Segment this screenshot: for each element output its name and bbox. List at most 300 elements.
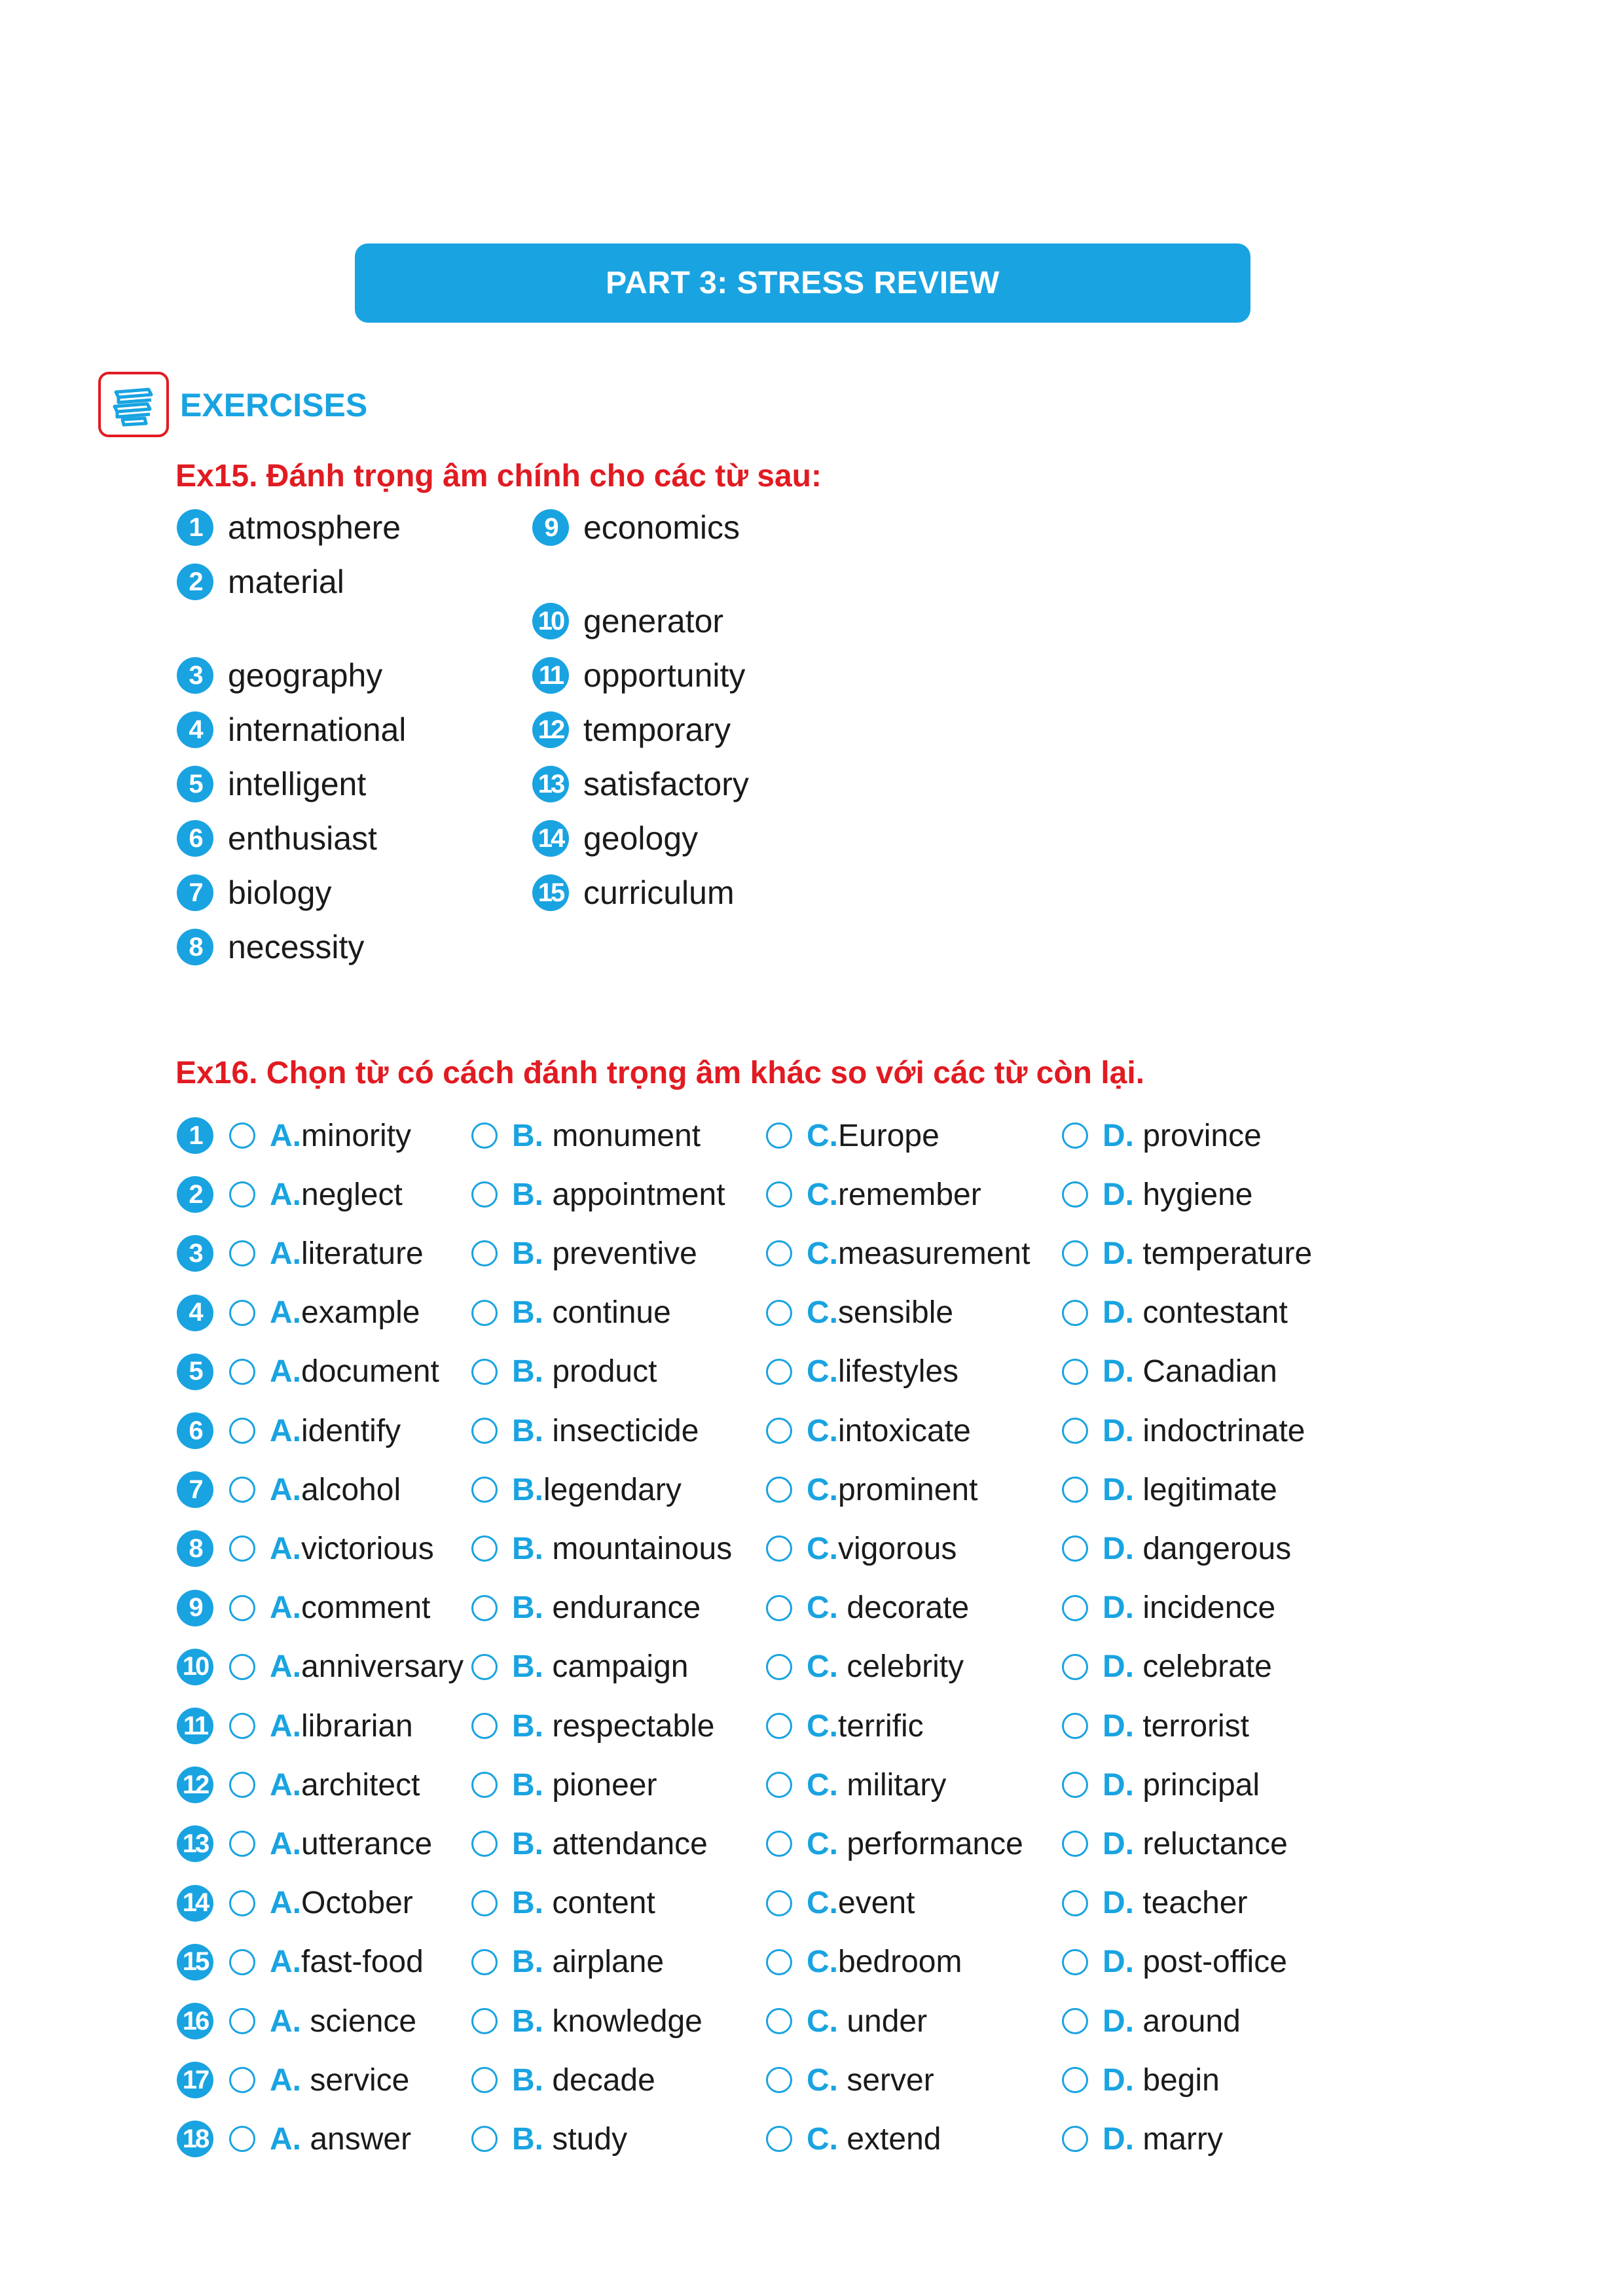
- answer-option[interactable]: [1062, 1529, 1291, 1568]
- answer-option[interactable]: [229, 2060, 409, 2100]
- option-letter: A.: [270, 1295, 301, 1331]
- option-text: comment: [301, 1590, 431, 1626]
- radio-circle-icon[interactable]: [229, 1595, 255, 1621]
- option-letter: A.: [270, 1945, 301, 1980]
- answer-option[interactable]: [471, 2119, 627, 2159]
- radio-circle-icon[interactable]: [229, 1831, 255, 1857]
- radio-circle-icon[interactable]: [1062, 2126, 1088, 2152]
- item-number: 8: [177, 929, 213, 965]
- book-stack-icon: [98, 372, 169, 437]
- question-row: [0, 1175, 1623, 1214]
- option-text: product: [543, 1354, 657, 1390]
- answer-option[interactable]: [229, 2001, 416, 2041]
- item-number: 4: [177, 711, 213, 748]
- radio-circle-icon[interactable]: [766, 2008, 792, 2034]
- option-letter: A.: [270, 2062, 301, 2098]
- answer-option[interactable]: [1062, 1116, 1262, 1155]
- radio-circle-icon[interactable]: [229, 1240, 255, 1266]
- question-number: 13: [177, 1825, 213, 1862]
- radio-circle-icon[interactable]: [229, 1949, 255, 1975]
- radio-circle-icon[interactable]: [471, 1418, 498, 1444]
- radio-circle-icon[interactable]: [766, 2126, 792, 2152]
- option-text: service: [301, 2062, 410, 2098]
- option-letter: A.: [270, 1413, 301, 1448]
- option-text: dangerous: [1134, 1531, 1292, 1566]
- option-text: indoctrinate: [1134, 1413, 1305, 1448]
- radio-circle-icon[interactable]: [471, 1359, 498, 1385]
- option-text: librarian: [301, 1708, 413, 1744]
- answer-option[interactable]: [766, 2060, 934, 2100]
- option-text: sensible: [838, 1295, 954, 1331]
- radio-circle-icon[interactable]: [471, 1713, 498, 1739]
- option-letter: C.: [807, 2062, 838, 2098]
- answer-option[interactable]: [766, 1529, 957, 1568]
- option-text: prominent: [838, 1472, 978, 1507]
- ex15-word: satisfactory: [583, 766, 749, 802]
- radio-circle-icon[interactable]: [471, 2126, 498, 2152]
- answer-option[interactable]: [1062, 1706, 1249, 1746]
- option-text: decorate: [838, 1590, 970, 1626]
- option-letter: A.: [270, 2003, 301, 2039]
- question-row: [0, 2119, 1623, 2159]
- question-number: 11: [177, 1708, 213, 1744]
- option-letter: D.: [1103, 1649, 1134, 1685]
- radio-circle-icon[interactable]: [766, 1477, 792, 1503]
- option-text: measurement: [838, 1236, 1030, 1271]
- radio-circle-icon[interactable]: [766, 2067, 792, 2093]
- answer-option[interactable]: [471, 1588, 701, 1628]
- radio-circle-icon[interactable]: [1062, 1181, 1088, 1208]
- option-letter: D.: [1103, 1472, 1134, 1507]
- option-text: celebrity: [838, 1649, 964, 1685]
- radio-circle-icon[interactable]: [1062, 1418, 1088, 1444]
- answer-option[interactable]: [1062, 2119, 1223, 2159]
- ex15-word: opportunity: [583, 657, 746, 694]
- radio-circle-icon[interactable]: [1062, 1535, 1088, 1562]
- answer-option[interactable]: [1062, 1765, 1260, 1804]
- answer-option[interactable]: [1062, 1470, 1277, 1509]
- question-row: [0, 1588, 1623, 1628]
- question-number: 6: [177, 1412, 213, 1449]
- option-text: extend: [838, 2121, 941, 2157]
- question-number: 1: [177, 1117, 213, 1154]
- option-text: begin: [1134, 2062, 1220, 2098]
- option-text: knowledge: [543, 2003, 702, 2039]
- option-text: Europe: [838, 1118, 939, 1153]
- ex15-word: necessity: [228, 929, 365, 965]
- radio-circle-icon[interactable]: [1062, 2008, 1088, 2034]
- radio-circle-icon[interactable]: [1062, 1831, 1088, 1857]
- answer-option[interactable]: [1062, 1352, 1277, 1391]
- answer-option[interactable]: [471, 1884, 655, 1923]
- answer-option[interactable]: [766, 1175, 981, 1214]
- option-letter: C.: [807, 1590, 838, 1626]
- answer-option[interactable]: [229, 1647, 464, 1687]
- answer-option[interactable]: [229, 1116, 411, 1155]
- option-letter: D.: [1103, 1118, 1134, 1153]
- option-letter: D.: [1103, 1531, 1134, 1566]
- option-text: terrific: [838, 1708, 924, 1744]
- option-letter: D.: [1103, 1945, 1134, 1980]
- item-number: 2: [177, 564, 213, 600]
- part-banner: [355, 243, 1250, 323]
- option-letter: C.: [807, 1413, 838, 1448]
- answer-option[interactable]: [1062, 1234, 1312, 1273]
- answer-option[interactable]: [1062, 1824, 1288, 1863]
- question-row: [0, 1411, 1623, 1450]
- radio-circle-icon[interactable]: [1062, 1477, 1088, 1503]
- question-number: 2: [177, 1176, 213, 1213]
- radio-circle-icon[interactable]: [229, 1359, 255, 1385]
- question-number: 7: [177, 1471, 213, 1508]
- option-letter: B.: [512, 1413, 543, 1448]
- question-row: [0, 1352, 1623, 1391]
- option-letter: A.: [270, 2121, 301, 2157]
- ex15-word: material: [228, 564, 344, 600]
- answer-option[interactable]: [229, 1943, 424, 1982]
- option-letter: D.: [1103, 1354, 1134, 1390]
- radio-circle-icon[interactable]: [1062, 1300, 1088, 1326]
- radio-circle-icon[interactable]: [1062, 1240, 1088, 1266]
- answer-option[interactable]: [1062, 1293, 1288, 1333]
- radio-circle-icon[interactable]: [229, 1181, 255, 1208]
- radio-circle-icon[interactable]: [229, 2126, 255, 2152]
- option-letter: D.: [1103, 1295, 1134, 1331]
- radio-circle-icon[interactable]: [229, 1890, 255, 1916]
- question-row: [0, 2060, 1623, 2100]
- option-text: decade: [543, 2062, 655, 2098]
- answer-option[interactable]: [229, 1706, 413, 1746]
- answer-option[interactable]: [471, 1765, 657, 1804]
- answer-option[interactable]: [229, 1470, 401, 1509]
- answer-option[interactable]: [1062, 1884, 1247, 1923]
- radio-circle-icon[interactable]: [766, 1831, 792, 1857]
- radio-circle-icon[interactable]: [1062, 1654, 1088, 1680]
- radio-circle-icon[interactable]: [229, 2067, 255, 2093]
- option-text: military: [838, 1767, 947, 1803]
- item-number: 1: [177, 509, 213, 546]
- question-row: [0, 1824, 1623, 1863]
- answer-option[interactable]: [1062, 1588, 1275, 1628]
- answer-option[interactable]: [766, 1706, 924, 1746]
- option-letter: C.: [807, 1826, 838, 1861]
- option-text: airplane: [543, 1945, 665, 1980]
- answer-option[interactable]: [766, 1470, 977, 1509]
- radio-circle-icon[interactable]: [471, 1535, 498, 1562]
- option-letter: B.: [512, 1767, 543, 1803]
- answer-option[interactable]: [766, 1824, 1023, 1863]
- option-letter: B.: [512, 1295, 543, 1331]
- option-letter: B.: [512, 1590, 543, 1626]
- option-letter: B.: [512, 1531, 543, 1566]
- radio-circle-icon[interactable]: [471, 1181, 498, 1208]
- option-text: answer: [301, 2121, 412, 2157]
- radio-circle-icon[interactable]: [766, 1240, 792, 1266]
- option-text: contestant: [1134, 1295, 1288, 1331]
- option-text: remember: [838, 1177, 981, 1212]
- answer-option[interactable]: [766, 1352, 958, 1391]
- radio-circle-icon[interactable]: [766, 1654, 792, 1680]
- question-row: [0, 1647, 1623, 1687]
- answer-option[interactable]: [766, 1116, 939, 1155]
- radio-circle-icon[interactable]: [1062, 1713, 1088, 1739]
- question-number: 18: [177, 2121, 213, 2157]
- item-number: 12: [532, 711, 569, 748]
- option-text: science: [301, 2003, 417, 2039]
- option-text: server: [838, 2062, 934, 2098]
- radio-circle-icon[interactable]: [229, 2008, 255, 2034]
- option-text: study: [543, 2121, 628, 2157]
- radio-circle-icon[interactable]: [471, 1831, 498, 1857]
- answer-option[interactable]: [229, 1234, 424, 1273]
- answer-option[interactable]: [766, 1765, 946, 1804]
- ex15-word: biology: [228, 874, 332, 911]
- option-letter: A.: [270, 1354, 301, 1390]
- answer-option[interactable]: [1062, 1175, 1252, 1214]
- question-row: [0, 1943, 1623, 1982]
- radio-circle-icon[interactable]: [766, 1772, 792, 1798]
- answer-option[interactable]: [766, 1293, 953, 1333]
- radio-circle-icon[interactable]: [766, 1595, 792, 1621]
- option-letter: B.: [512, 1649, 543, 1685]
- option-letter: C.: [807, 1354, 838, 1390]
- answer-option[interactable]: [1062, 2060, 1220, 2100]
- radio-circle-icon[interactable]: [229, 1122, 255, 1149]
- option-letter: C.: [807, 1531, 838, 1566]
- option-text: celebrate: [1134, 1649, 1272, 1685]
- option-letter: A.: [270, 1886, 301, 1921]
- answer-option[interactable]: [766, 1411, 971, 1450]
- answer-option[interactable]: [766, 1647, 964, 1687]
- answer-option[interactable]: [1062, 1647, 1272, 1687]
- radio-circle-icon[interactable]: [471, 2008, 498, 2034]
- question-row: [0, 1706, 1623, 1746]
- question-row: [0, 1293, 1623, 1333]
- question-row: [0, 1234, 1623, 1273]
- ex15-word: temporary: [583, 711, 731, 748]
- answer-option[interactable]: [471, 1706, 715, 1746]
- radio-circle-icon[interactable]: [1062, 1949, 1088, 1975]
- option-letter: C.: [807, 2121, 838, 2157]
- option-letter: C.: [807, 1708, 838, 1744]
- answer-option[interactable]: [229, 1824, 432, 1863]
- radio-circle-icon[interactable]: [229, 1300, 255, 1326]
- radio-circle-icon[interactable]: [1062, 1122, 1088, 1149]
- question-number: 8: [177, 1530, 213, 1567]
- question-number: 15: [177, 1944, 213, 1981]
- answer-option[interactable]: [471, 1411, 699, 1450]
- answer-option[interactable]: [766, 1588, 969, 1628]
- option-text: example: [301, 1295, 420, 1331]
- answer-option[interactable]: [229, 1352, 439, 1391]
- option-text: fast-food: [301, 1945, 424, 1980]
- radio-circle-icon[interactable]: [1062, 1890, 1088, 1916]
- radio-circle-icon[interactable]: [766, 1713, 792, 1739]
- item-number: 14: [532, 820, 569, 857]
- option-text: pioneer: [543, 1767, 657, 1803]
- option-text: minority: [301, 1118, 412, 1153]
- answer-option[interactable]: [229, 1588, 430, 1628]
- item-number: 10: [532, 603, 569, 639]
- item-number: 7: [177, 874, 213, 911]
- radio-circle-icon[interactable]: [766, 1359, 792, 1385]
- radio-circle-icon[interactable]: [766, 1418, 792, 1444]
- radio-circle-icon[interactable]: [766, 1181, 792, 1208]
- answer-option[interactable]: [1062, 1943, 1287, 1982]
- answer-option[interactable]: [471, 1116, 701, 1155]
- option-letter: A.: [270, 1236, 301, 1271]
- answer-option[interactable]: [471, 1824, 708, 1863]
- option-letter: D.: [1103, 1708, 1134, 1744]
- question-number: 4: [177, 1295, 213, 1331]
- answer-option[interactable]: [471, 2060, 655, 2100]
- option-letter: D.: [1103, 1177, 1134, 1212]
- option-text: literature: [301, 1236, 424, 1271]
- option-letter: C.: [807, 1472, 838, 1507]
- question-number: 5: [177, 1354, 213, 1390]
- question-row: [0, 1765, 1623, 1804]
- question-row: [0, 2001, 1623, 2041]
- item-number: 13: [532, 766, 569, 802]
- question-number: 17: [177, 2062, 213, 2098]
- answer-option[interactable]: [471, 1529, 732, 1568]
- option-letter: C.: [807, 1177, 838, 1212]
- answer-option[interactable]: [766, 2119, 941, 2159]
- answer-option[interactable]: [471, 2001, 702, 2041]
- option-letter: B.: [512, 1826, 543, 1861]
- radio-circle-icon[interactable]: [471, 1477, 498, 1503]
- option-text: hygiene: [1134, 1177, 1253, 1212]
- radio-circle-icon[interactable]: [471, 1654, 498, 1680]
- radio-circle-icon[interactable]: [471, 1772, 498, 1798]
- radio-circle-icon[interactable]: [766, 1122, 792, 1149]
- ex15-word: curriculum: [583, 874, 735, 911]
- radio-circle-icon[interactable]: [471, 1595, 498, 1621]
- radio-circle-icon[interactable]: [471, 1949, 498, 1975]
- radio-circle-icon[interactable]: [1062, 1772, 1088, 1798]
- radio-circle-icon[interactable]: [766, 1535, 792, 1562]
- answer-option[interactable]: [229, 1884, 413, 1923]
- question-number: 9: [177, 1590, 213, 1626]
- radio-circle-icon[interactable]: [766, 1300, 792, 1326]
- ex15-word: generator: [583, 603, 724, 639]
- option-letter: A.: [270, 1472, 301, 1507]
- option-text: alcohol: [301, 1472, 401, 1507]
- option-letter: D.: [1103, 2121, 1134, 2157]
- option-text: legendary: [543, 1472, 682, 1507]
- question-row: [0, 1470, 1623, 1509]
- option-text: incidence: [1134, 1590, 1276, 1626]
- radio-circle-icon[interactable]: [229, 1772, 255, 1798]
- answer-option[interactable]: [229, 1175, 403, 1214]
- radio-circle-icon[interactable]: [471, 1240, 498, 1266]
- item-number: 5: [177, 766, 213, 802]
- option-letter: B.: [512, 2003, 543, 2039]
- ex15-word: economics: [583, 509, 740, 546]
- option-text: event: [838, 1886, 915, 1921]
- option-letter: A.: [270, 1118, 301, 1153]
- answer-option[interactable]: [471, 1234, 697, 1273]
- option-letter: B.: [512, 2121, 543, 2157]
- option-text: neglect: [301, 1177, 403, 1212]
- option-text: mountainous: [543, 1531, 733, 1566]
- question-number: 3: [177, 1235, 213, 1272]
- ex15-word: enthusiast: [228, 820, 377, 857]
- item-number: 11: [532, 657, 569, 694]
- radio-circle-icon[interactable]: [229, 1654, 255, 1680]
- answer-option[interactable]: [229, 2119, 411, 2159]
- answer-option[interactable]: [1062, 1411, 1305, 1450]
- answer-option[interactable]: [471, 1943, 664, 1982]
- radio-circle-icon[interactable]: [1062, 1359, 1088, 1385]
- answer-option[interactable]: [1062, 2001, 1241, 2041]
- option-text: teacher: [1134, 1886, 1248, 1921]
- radio-circle-icon[interactable]: [1062, 2067, 1088, 2093]
- option-letter: D.: [1103, 2062, 1134, 2098]
- option-letter: A.: [270, 1590, 301, 1626]
- answer-option[interactable]: [766, 1234, 1030, 1273]
- answer-option[interactable]: [471, 1470, 682, 1509]
- option-letter: D.: [1103, 1590, 1134, 1626]
- answer-option[interactable]: [229, 1529, 434, 1568]
- radio-circle-icon[interactable]: [471, 1122, 498, 1149]
- radio-circle-icon[interactable]: [229, 1477, 255, 1503]
- radio-circle-icon[interactable]: [229, 1713, 255, 1739]
- answer-option[interactable]: [471, 1175, 725, 1214]
- option-text: appointment: [543, 1177, 725, 1212]
- option-letter: B.: [512, 1708, 543, 1744]
- option-text: endurance: [543, 1590, 701, 1626]
- radio-circle-icon[interactable]: [766, 1890, 792, 1916]
- answer-option[interactable]: [766, 2001, 927, 2041]
- option-text: October: [301, 1886, 413, 1921]
- question-row: [0, 1116, 1623, 1155]
- option-letter: D.: [1103, 1413, 1134, 1448]
- option-text: post-office: [1134, 1945, 1287, 1980]
- option-text: legitimate: [1134, 1472, 1277, 1507]
- option-letter: B.: [512, 1177, 543, 1212]
- radio-circle-icon[interactable]: [1062, 1595, 1088, 1621]
- radio-circle-icon[interactable]: [766, 1949, 792, 1975]
- radio-circle-icon[interactable]: [229, 1418, 255, 1444]
- answer-option[interactable]: [229, 1765, 420, 1804]
- radio-circle-icon[interactable]: [471, 1300, 498, 1326]
- answer-option[interactable]: [229, 1411, 401, 1450]
- option-text: attendance: [543, 1826, 708, 1861]
- option-letter: A.: [270, 1649, 301, 1685]
- section-heading: EXERCISES: [180, 387, 368, 423]
- option-letter: D.: [1103, 1236, 1134, 1271]
- answer-option[interactable]: [766, 1884, 915, 1923]
- answer-option[interactable]: [766, 1943, 962, 1982]
- radio-circle-icon[interactable]: [229, 1535, 255, 1562]
- question-number: 16: [177, 2003, 213, 2039]
- question-number: 12: [177, 1767, 213, 1803]
- answer-option[interactable]: [471, 1352, 657, 1391]
- option-text: architect: [301, 1767, 420, 1803]
- option-text: principal: [1134, 1767, 1260, 1803]
- answer-option[interactable]: [471, 1647, 688, 1687]
- option-letter: C.: [807, 1886, 838, 1921]
- radio-circle-icon[interactable]: [471, 1890, 498, 1916]
- question-number: 10: [177, 1649, 213, 1685]
- answer-option[interactable]: [471, 1293, 671, 1333]
- radio-circle-icon[interactable]: [471, 2067, 498, 2093]
- option-letter: C.: [807, 1118, 838, 1153]
- answer-option[interactable]: [229, 1293, 420, 1333]
- option-text: document: [301, 1354, 439, 1390]
- option-text: reluctance: [1134, 1826, 1288, 1861]
